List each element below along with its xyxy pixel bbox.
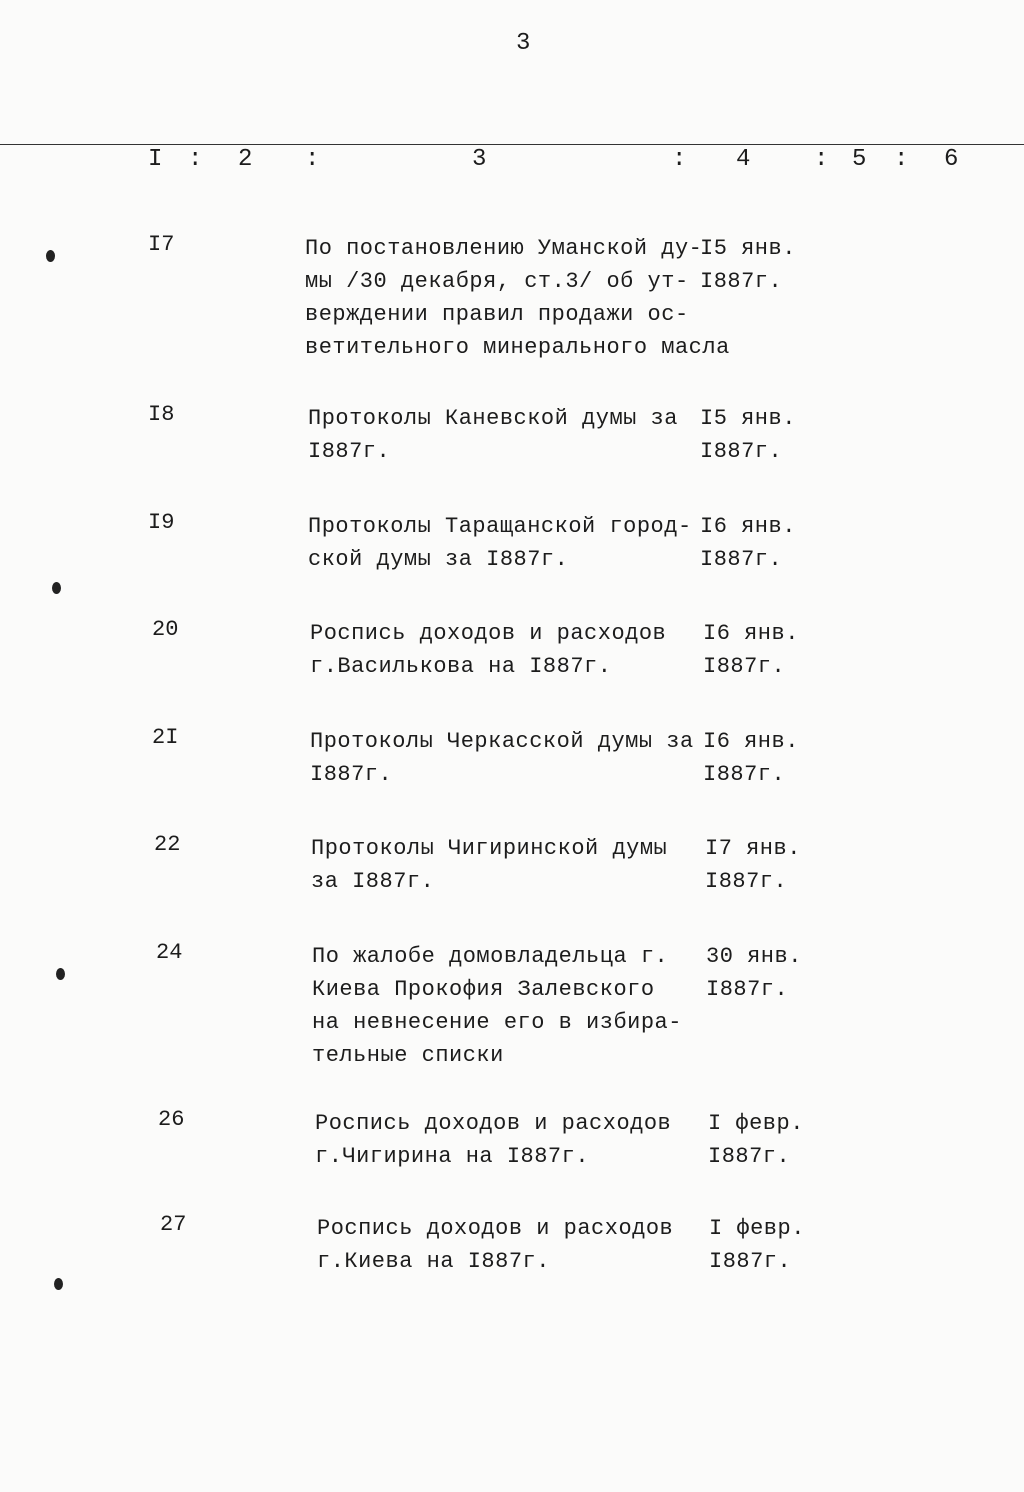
- col-sep: :: [672, 146, 687, 173]
- header-rule: [0, 144, 1024, 145]
- row-number: 26: [158, 1107, 185, 1132]
- col-4: 4: [736, 146, 751, 173]
- col-3: 3: [472, 146, 487, 173]
- row-description: Протоколы Таращанской город- ской думы за I887г.: [308, 514, 692, 572]
- row-number: 27: [160, 1212, 187, 1237]
- row-number: I8: [148, 402, 175, 427]
- row-number: 20: [152, 617, 179, 642]
- row-number: 2I: [152, 725, 179, 750]
- ink-spot: [46, 250, 55, 262]
- col-sep: :: [894, 146, 909, 173]
- row-description: Роспись доходов и расходов г.Чигирина на I887г.: [315, 1111, 672, 1169]
- col-sep: :: [305, 146, 320, 173]
- row-number: 22: [154, 832, 181, 857]
- row-number: I9: [148, 510, 175, 535]
- row-date: I февр. I887г.: [709, 1216, 805, 1274]
- ink-spot: [56, 968, 65, 980]
- col-sep: :: [814, 146, 829, 173]
- row-date: I5 янв. I887г.: [700, 406, 796, 464]
- row-description: Роспись доходов и расходов г.Василькова на I887г.: [310, 621, 667, 679]
- row-description: Протоколы Чигиринской думы за I887г.: [311, 836, 668, 894]
- row-description: По жалобе домовладельца г. Киева Прокофия Залевского на невнесение его в избира- тельные списки: [312, 944, 682, 1068]
- row-number: 24: [156, 940, 183, 965]
- page-number: 3: [516, 30, 531, 57]
- col-sep: :: [188, 146, 203, 173]
- row-date: I февр. I887г.: [708, 1111, 804, 1169]
- col-1: I: [148, 146, 163, 173]
- col-2: 2: [238, 146, 253, 173]
- row-date: 30 янв. I887г.: [706, 944, 802, 1002]
- row-date: I6 янв. I887г.: [703, 621, 799, 679]
- row-date: I7 янв. I887г.: [705, 836, 801, 894]
- row-date: I6 янв. I887г.: [703, 729, 799, 787]
- col-6: 6: [944, 146, 959, 173]
- row-description: По постановлению Уманской ду- мы /30 декабря, ст.3/ об ут- верждении правил продажи ос- ветительного минерального масла: [305, 236, 730, 360]
- row-description: Роспись доходов и расходов г.Киева на I887г.: [317, 1216, 674, 1274]
- col-5: 5: [852, 146, 867, 173]
- ink-spot: [54, 1278, 63, 1290]
- row-date: I5 янв. I887г.: [700, 236, 796, 294]
- row-number: I7: [148, 232, 175, 257]
- ink-spot: [52, 582, 61, 594]
- row-description: Протоколы Каневской думы за I887г.: [308, 406, 678, 464]
- row-date: I6 янв. I887г.: [700, 514, 796, 572]
- row-description: Протоколы Черкасской думы за I887г.: [310, 729, 694, 787]
